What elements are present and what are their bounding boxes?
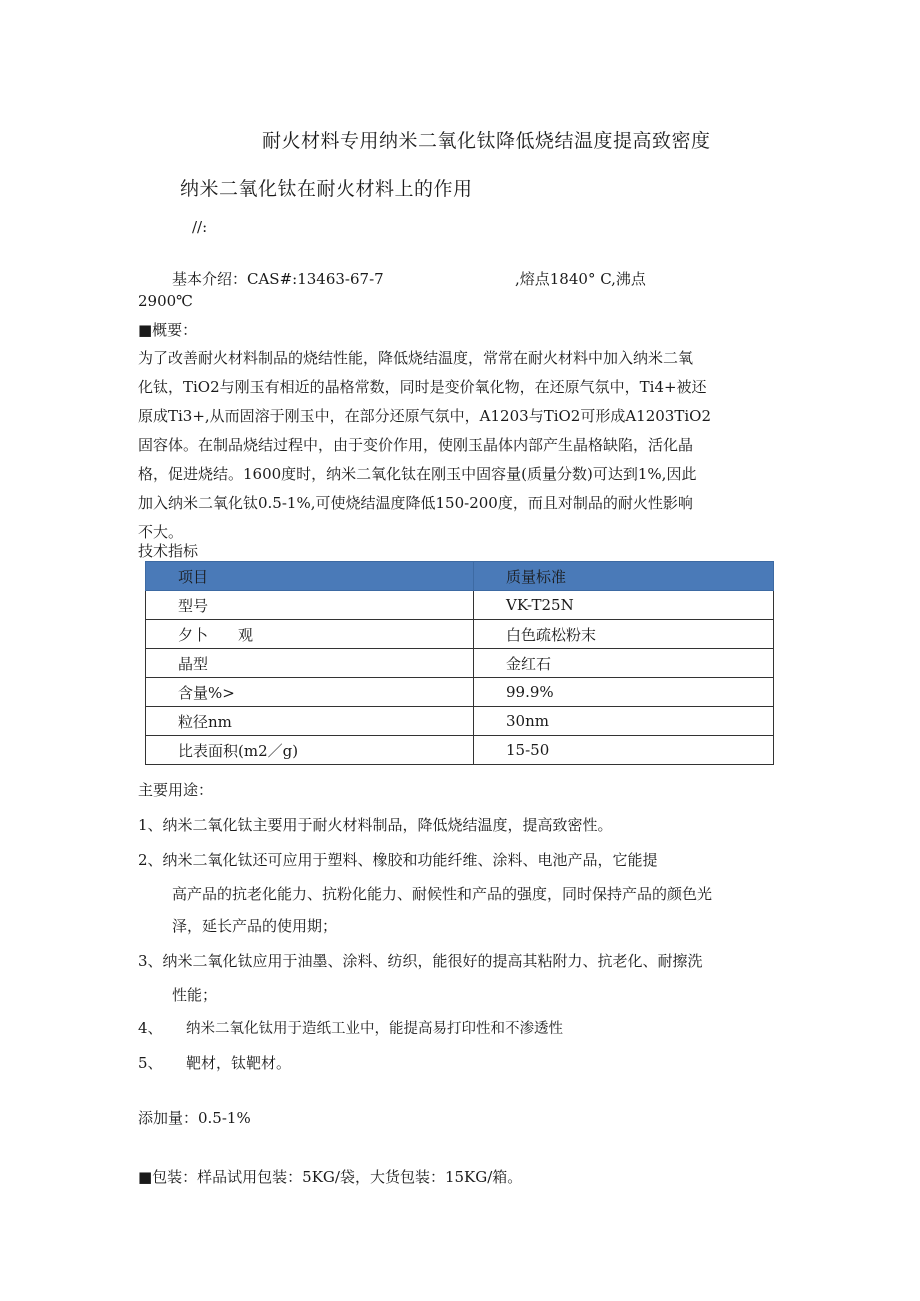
table-cell: 白色疏松粉末 <box>474 620 774 649</box>
table-cell: 粒径nm <box>146 707 474 736</box>
table-row <box>146 620 774 649</box>
use-item-3-cont: 性能； <box>172 986 218 1004</box>
intro-boiling-point: 2900℃ <box>138 292 193 310</box>
table-cell: 含量%> <box>146 678 474 707</box>
table-row <box>146 591 774 620</box>
table-row <box>146 649 774 678</box>
overview-line: 格，促进烧结。1600度时，纳米二氧化钛在刚玉中固容量(质量分数)可达到1%,因此 <box>138 465 697 483</box>
specs-heading: 技术指标 <box>138 542 199 560</box>
table-row <box>146 736 774 765</box>
use-item-4-number: 4、 <box>138 1019 163 1037</box>
table-cell: 30nm <box>474 707 774 736</box>
table-row <box>146 707 774 736</box>
use-item-2-cont: 高产品的抗老化能力、抗粉化能力、耐候性和产品的强度，同时保持产品的颜色光 <box>172 885 713 903</box>
table-cell: VK-T25N <box>474 591 774 620</box>
intro-melting-point: ,熔点1840° C,沸点 <box>515 270 646 288</box>
page-title: 耐火材料专用纳米二氧化钛降低烧结温度提高致密度 <box>262 130 711 152</box>
packaging: ■包装：样品试用包装：5KG/袋，大货包装：15KG/箱。 <box>138 1168 523 1186</box>
uses-heading: 主要用途： <box>138 781 214 799</box>
table-cell: 99.9% <box>474 678 774 707</box>
table-cell: 型号 <box>146 591 474 620</box>
overview-line: 原成Ti3+,从而固溶于刚玉中，在部分还原气氛中，A1203与TiO2可形成A1203TiO2 <box>138 407 711 425</box>
specs-table <box>145 561 774 765</box>
use-item-1: 1、纳米二氧化钛主要用于耐火材料制品，降低烧结温度，提高致密性。 <box>138 816 613 834</box>
table-header-cell: 质量标准 <box>474 562 774 591</box>
table-row <box>146 678 774 707</box>
table-header-row <box>146 562 774 591</box>
table-cell: 夕卜 观 <box>146 620 474 649</box>
table-cell: 金红石 <box>474 649 774 678</box>
link-fragment: //: <box>192 218 208 236</box>
overview-line: 为了改善耐火材料制品的烧结性能，降低烧结温度，常常在耐火材料中加入纳米二氧 <box>138 349 694 367</box>
table-header-cell: 项目 <box>146 562 474 591</box>
use-item-5: 靶材，钛靶材。 <box>186 1054 292 1072</box>
use-item-2-cont: 泽，延长产品的使用期； <box>172 917 338 935</box>
dosage: 添加量：0.5-1% <box>138 1109 251 1127</box>
table-cell: 晶型 <box>146 649 474 678</box>
overview-heading: ■概要： <box>138 321 198 339</box>
overview-line: 固容体。在制品烧结过程中，由于变价作用，使刚玉晶体内部产生晶格缺陷，活化晶 <box>138 436 694 454</box>
table-cell: 15-50 <box>474 736 774 765</box>
table-cell: 比表面积(m2／g) <box>146 736 474 765</box>
page-subtitle: 纳米二氧化钛在耐火材料上的作用 <box>180 178 473 200</box>
use-item-3: 3、纳米二氧化钛应用于油墨、涂料、纺织，能很好的提高其粘附力、抗老化、耐擦洗 <box>138 952 703 970</box>
use-item-2: 2、纳米二氧化钛还可应用于塑料、橡胶和功能纤维、涂料、电池产品，它能提 <box>138 851 658 869</box>
overview-paragraph <box>138 344 788 547</box>
overview-line: 化钛，TiO2与刚玉有相近的晶格常数，同时是变价氧化物，在还原气氛中，Ti4+被还 <box>138 378 707 396</box>
use-item-5-number: 5、 <box>138 1054 163 1072</box>
overview-line: 不大。 <box>138 523 184 541</box>
use-item-4: 纳米二氧化钛用于造纸工业中，能提高易打印性和不渗透性 <box>186 1021 563 1037</box>
intro-cas: 基本介绍：CAS#:13463-67-7 <box>172 270 384 288</box>
overview-line: 加入纳米二氧化钛0.5-1%,可使烧结温度降低150-200度，而且对制品的耐火性影响 <box>138 494 693 512</box>
